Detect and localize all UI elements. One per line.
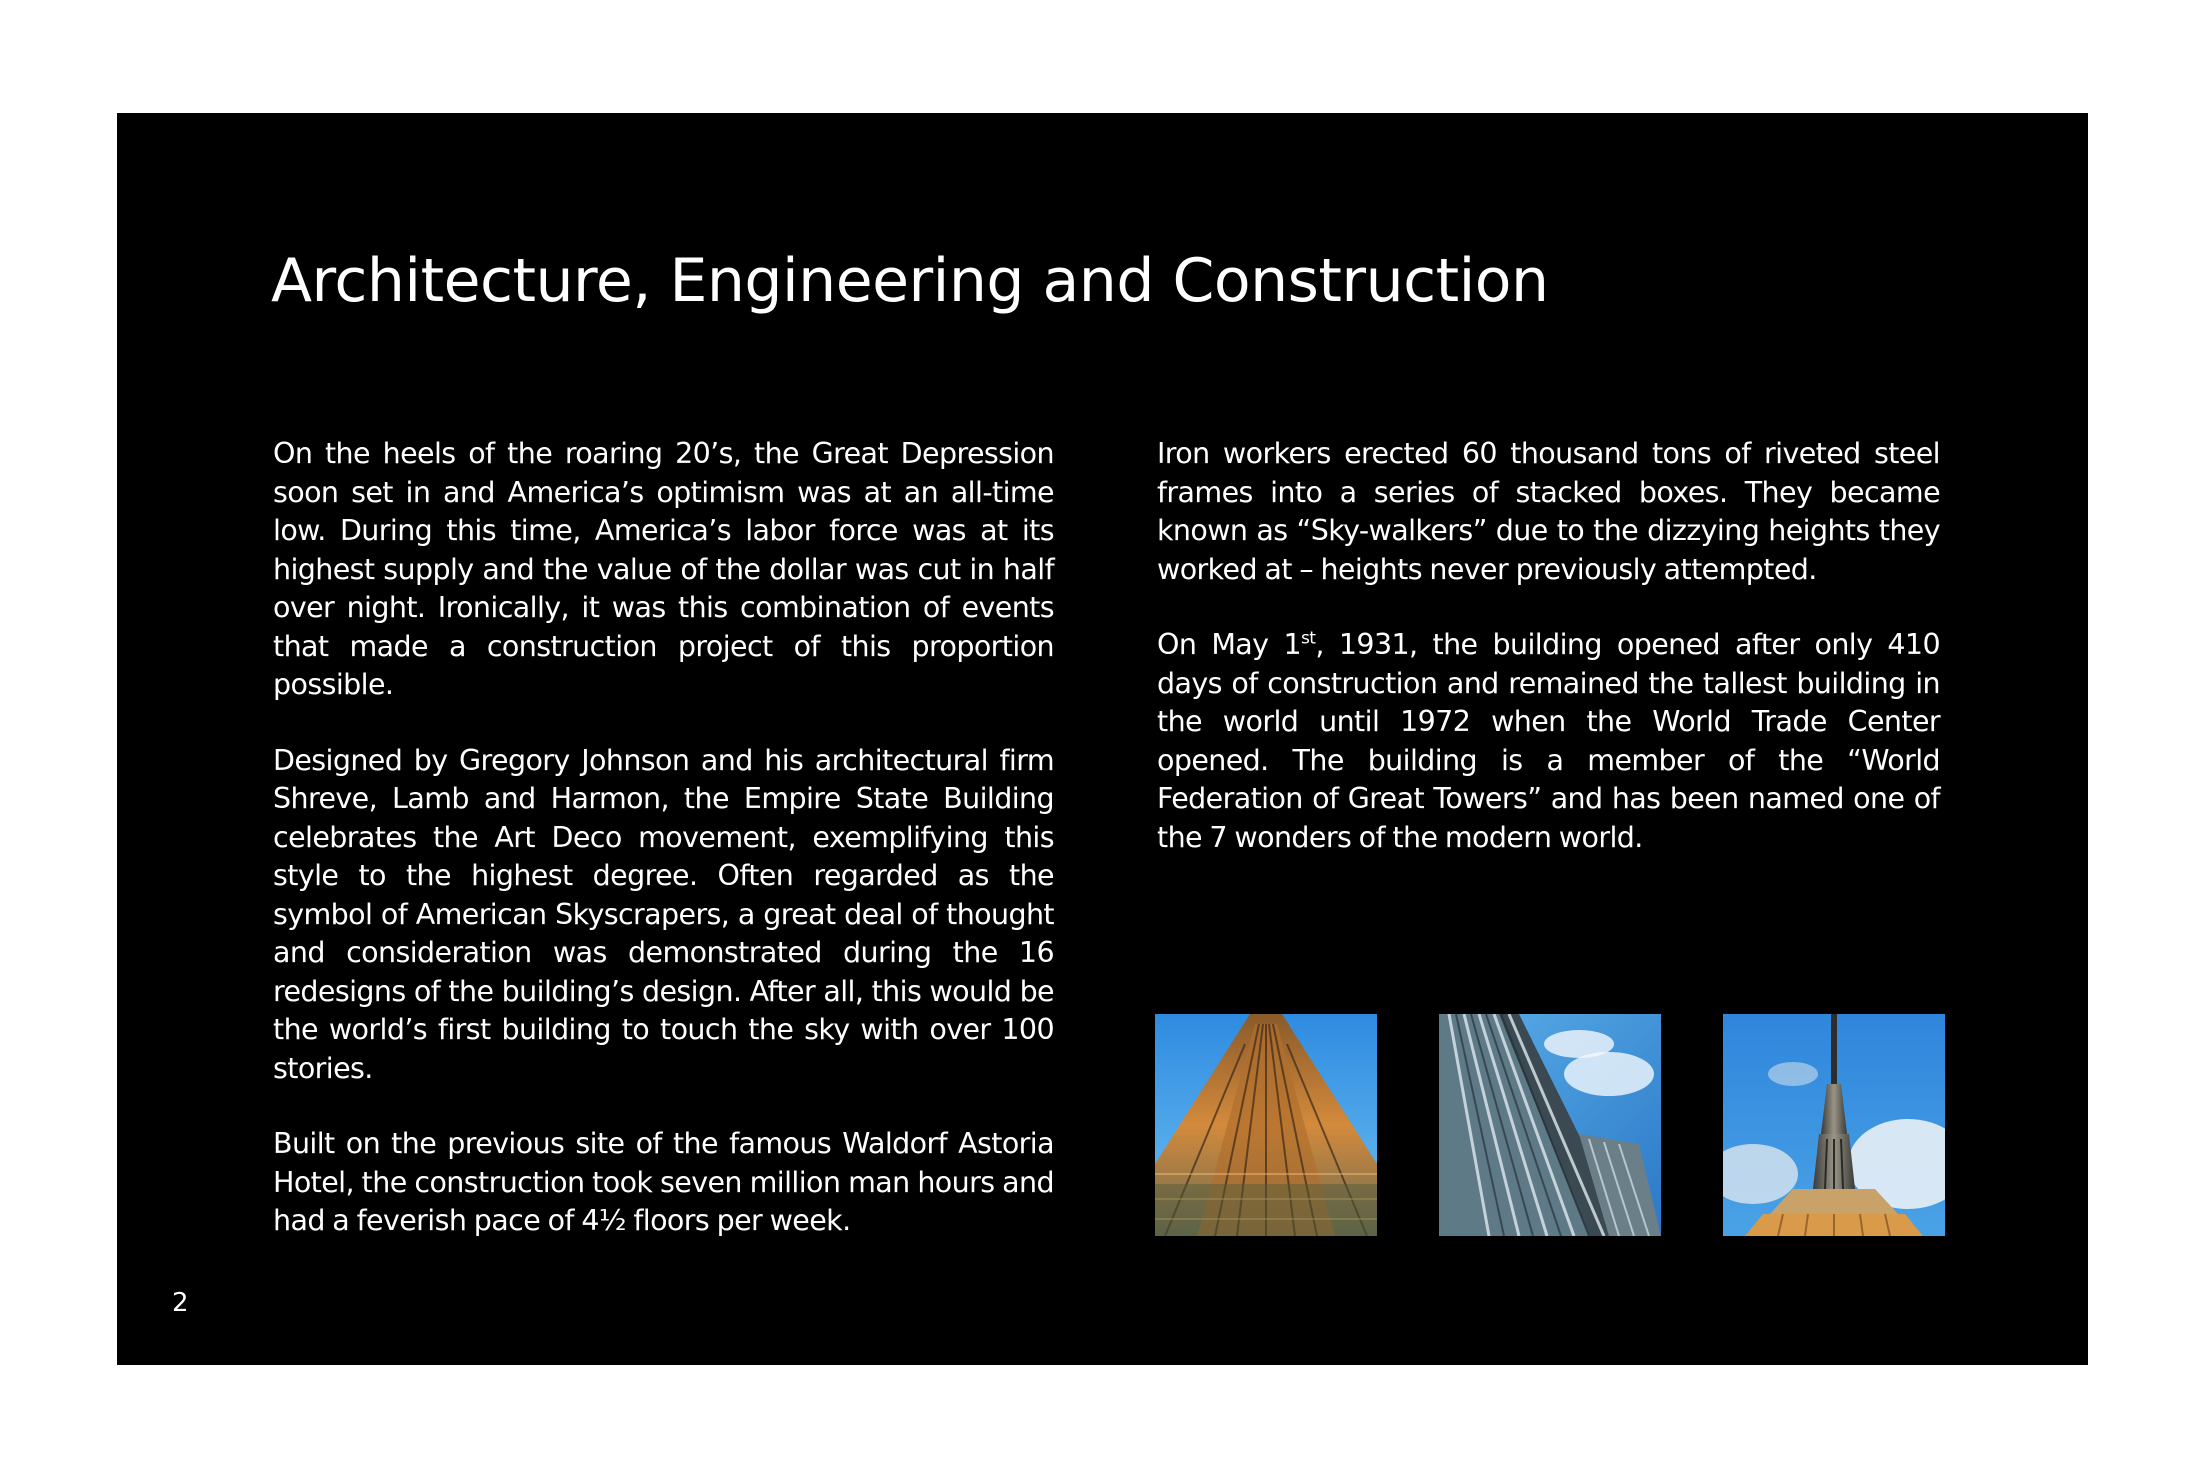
- opening-text-start: On May 1: [1157, 628, 1301, 661]
- right-text-column: [1157, 435, 1940, 857]
- page-number: 2: [172, 1288, 189, 1318]
- spire-image: [1723, 1014, 1945, 1236]
- building-facade-photo: [1155, 1014, 1377, 1236]
- paragraph-opening: [1157, 626, 1940, 857]
- building-facade-image: [1155, 1014, 1377, 1236]
- tower-sky-photo: [1439, 1014, 1661, 1236]
- paragraph-iron-workers: Iron workers erected 60 thousand tons of riveted steel frames into a series of stacked boxes. They became known as “Sky-walkers” due to the dizzying heights they worked at – heights never previously attempted.: [1157, 437, 1940, 586]
- tower-sky-image: [1439, 1014, 1661, 1236]
- opening-text-end: , 1931, the building opened after only 410 days of construction and remained the tallest building in the world until 1972 when the World Trade Center opened. The building is a member of the “World Federation of Great Towers” and has been named one of the 7 wonders of the modern world.: [1157, 628, 1940, 854]
- ordinal-suffix: st: [1301, 628, 1316, 649]
- left-text-column: [273, 435, 1054, 1241]
- paragraph-construction: Built on the previous site of the famous Waldorf Astoria Hotel, the construction took seven million man hours and had a feverish pace of 4½ floors per week.: [273, 1127, 1054, 1237]
- document-page: [117, 113, 2088, 1365]
- spire-photo: [1723, 1014, 1945, 1236]
- paragraph-design: Designed by Gregory Johnson and his architectural firm Shreve, Lamb and Harmon, the Empire State Building celebrates the Art Deco movement, exemplifying this style to the highest degree. Often regarded as the symbol of American Skyscrapers, a great deal of thought and consideration was demonstrated during the 16 redesigns of the building’s design. After all, this would be the world’s first building to touch the sky with over 100 stories.: [273, 743, 1054, 1085]
- page-title: Architecture, Engineering and Construction: [271, 246, 1549, 316]
- paragraph-great-depression: On the heels of the roaring 20’s, the Great Depression soon set in and America’s optimism was at an all-time low. During this time, America’s labor force was at its highest supply and the value of the dollar was cut in half over night. Ironically, it was this combination of events that made a construction project of this proportion possible.: [273, 437, 1054, 701]
